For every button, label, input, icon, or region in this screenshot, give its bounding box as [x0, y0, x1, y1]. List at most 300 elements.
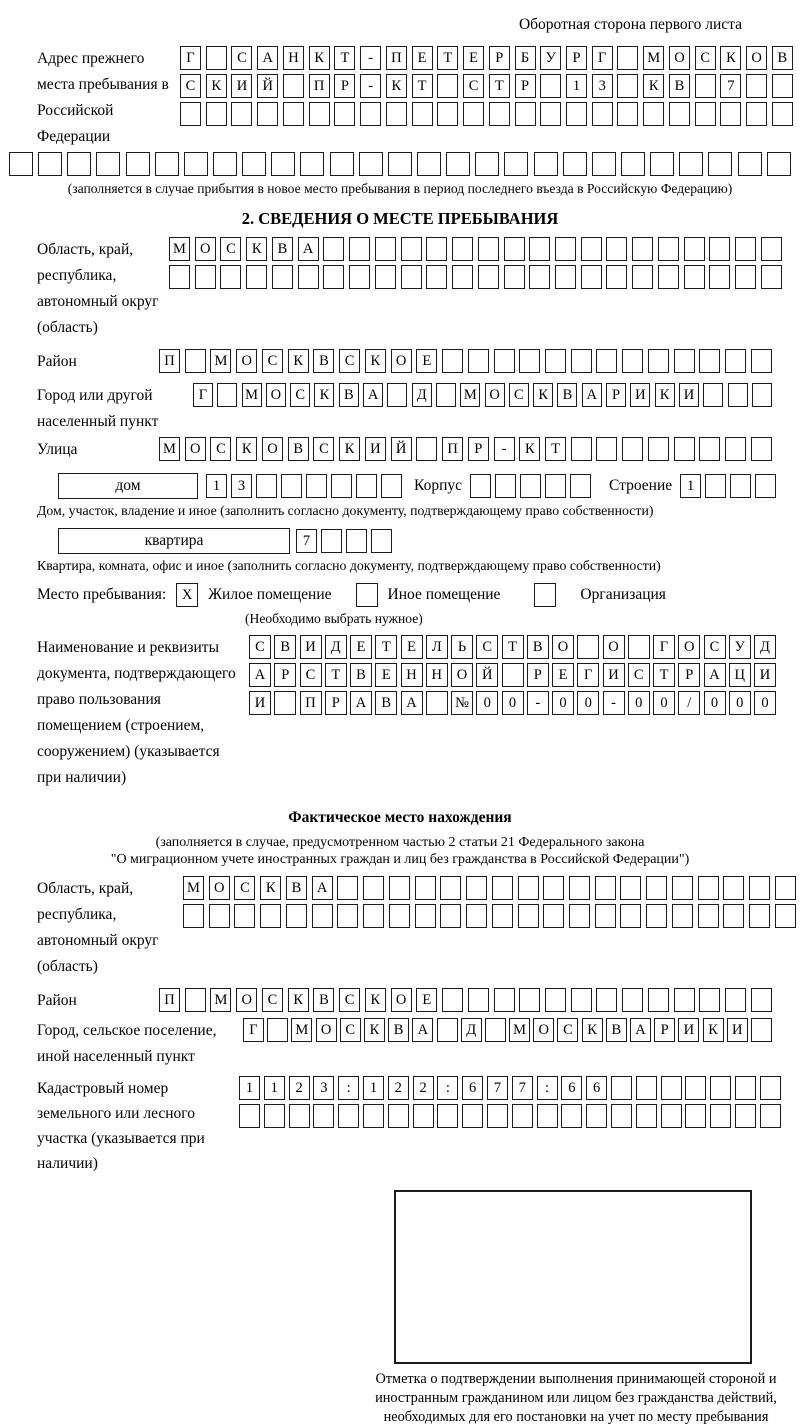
char-cell	[761, 265, 782, 289]
char-cell	[622, 349, 643, 373]
char-cell: 2	[388, 1076, 409, 1100]
prev-address-label: Адрес прежнего места пребывания в Российской Федерации	[37, 50, 169, 145]
district-block	[0, 349, 800, 375]
char-cell: П	[300, 691, 322, 715]
char-cell	[452, 265, 473, 289]
document-label: Наименование и реквизиты документа, подтверждающего право пользования помещением (строением, сооружением) (указывается при наличии)	[37, 639, 236, 786]
char-cell: О	[678, 635, 700, 659]
cadastre-row-1	[239, 1076, 781, 1100]
char-cell	[710, 1076, 731, 1100]
stay-type-checkbox-organization	[534, 583, 556, 607]
char-cell	[217, 383, 237, 407]
char-cell	[67, 152, 91, 176]
char-cell: Л	[426, 635, 448, 659]
char-cell: А	[363, 383, 383, 407]
char-cell: Г	[653, 635, 675, 659]
char-cell	[617, 74, 638, 98]
actual-district-block	[0, 988, 800, 1014]
char-cell	[512, 1104, 533, 1128]
char-cell: Р	[678, 663, 700, 687]
char-cell	[518, 876, 539, 900]
char-cell: К	[533, 383, 553, 407]
char-cell	[636, 1104, 657, 1128]
char-cell	[537, 1104, 558, 1128]
char-cell: В	[350, 663, 372, 687]
char-cell	[685, 1104, 706, 1128]
region-row-1	[169, 237, 782, 261]
char-cell: :	[338, 1076, 359, 1100]
char-cell	[437, 102, 458, 126]
char-cell: Р	[274, 663, 296, 687]
char-cell	[518, 904, 539, 928]
char-cell: К	[288, 349, 309, 373]
korpus-label: Корпус	[414, 477, 462, 494]
char-cell: 1	[566, 74, 587, 98]
confirmation-stamp-box	[394, 1190, 752, 1364]
char-cell	[746, 74, 767, 98]
stay-type-option-organization: Организация	[580, 586, 666, 603]
char-cell	[735, 1076, 756, 1100]
char-cell	[571, 437, 592, 461]
char-cell: А	[312, 876, 333, 900]
char-cell: Р	[566, 46, 587, 70]
char-cell	[323, 237, 344, 261]
char-cell	[646, 904, 667, 928]
char-cell: Й	[391, 437, 412, 461]
char-cell	[545, 988, 566, 1012]
city-row	[193, 383, 772, 407]
char-cell	[606, 265, 627, 289]
char-cell	[725, 437, 746, 461]
char-cell	[661, 1104, 682, 1128]
char-cell	[735, 265, 756, 289]
char-cell	[767, 152, 791, 176]
char-cell: С	[695, 46, 716, 70]
char-cell: О	[485, 383, 505, 407]
char-cell: О	[195, 237, 216, 261]
char-cell	[504, 152, 528, 176]
char-cell	[563, 152, 587, 176]
char-cell: О	[669, 46, 690, 70]
char-cell	[725, 988, 746, 1012]
char-cell: 3	[592, 74, 613, 98]
char-cell	[242, 152, 266, 176]
char-cell: 0	[729, 691, 751, 715]
actual-city-label: Город, сельское поселение, иной населенный пункт	[37, 1022, 217, 1065]
char-cell	[169, 265, 190, 289]
char-cell: О	[236, 349, 257, 373]
char-cell: С	[231, 46, 252, 70]
char-cell: Р	[489, 46, 510, 70]
page-side-note: Оборотная сторона первого листа	[518, 16, 742, 33]
char-cell: И	[754, 663, 776, 687]
char-cell	[738, 152, 762, 176]
char-cell	[620, 876, 641, 900]
char-cell	[709, 237, 730, 261]
char-cell	[468, 988, 489, 1012]
section2-title: 2. СВЕДЕНИЯ О МЕСТЕ ПРЕБЫВАНИЯ	[241, 209, 559, 228]
char-cell	[606, 237, 627, 261]
char-cell: Т	[545, 437, 566, 461]
char-cell	[468, 349, 489, 373]
char-cell: 1	[264, 1076, 285, 1100]
char-cell: В	[313, 988, 334, 1012]
char-cell: М	[643, 46, 664, 70]
char-cell	[312, 904, 333, 928]
char-cell	[492, 904, 513, 928]
char-cell: :	[537, 1076, 558, 1100]
char-cell	[96, 152, 120, 176]
char-cell: Д	[412, 383, 432, 407]
char-cell	[621, 152, 645, 176]
char-cell: В	[557, 383, 577, 407]
char-cell	[611, 1104, 632, 1128]
char-cell	[543, 876, 564, 900]
char-cell	[661, 1076, 682, 1100]
char-cell: Б	[515, 46, 536, 70]
char-cell: С	[339, 349, 360, 373]
char-cell	[540, 102, 561, 126]
char-cell: О	[451, 663, 473, 687]
char-cell: 0	[628, 691, 650, 715]
char-cell: Г	[243, 1018, 264, 1042]
char-cell	[246, 265, 267, 289]
house-line	[0, 473, 800, 499]
char-cell: О	[533, 1018, 554, 1042]
actual-location-note-1: (заполняется в случае, предусмотренном частью 2 статьи 21 Федерального закона	[155, 835, 645, 850]
char-cell: И	[678, 1018, 699, 1042]
char-cell	[463, 102, 484, 126]
house-type-box: дом	[58, 473, 198, 499]
char-cell: Е	[552, 663, 574, 687]
char-cell: О	[236, 988, 257, 1012]
char-cell: К	[288, 988, 309, 1012]
char-cell	[298, 265, 319, 289]
char-cell: Й	[476, 663, 498, 687]
char-cell	[440, 904, 461, 928]
char-cell: А	[350, 691, 372, 715]
char-cell	[257, 102, 278, 126]
char-cell: Р	[654, 1018, 675, 1042]
char-cell	[571, 988, 592, 1012]
char-cell: В	[606, 1018, 627, 1042]
char-cell	[632, 265, 653, 289]
char-cell	[375, 237, 396, 261]
char-cell	[388, 1104, 409, 1128]
char-cell	[274, 691, 296, 715]
char-cell	[669, 102, 690, 126]
char-cell: С	[340, 1018, 361, 1042]
char-cell	[462, 1104, 483, 1128]
char-cell: А	[249, 663, 271, 687]
char-cell: 1	[239, 1076, 260, 1100]
char-cell: М	[169, 237, 190, 261]
char-cell	[271, 152, 295, 176]
char-cell: Ь	[451, 635, 473, 659]
district-label: Район	[37, 353, 77, 370]
char-cell: 1	[363, 1076, 384, 1100]
char-cell	[746, 102, 767, 126]
char-cell	[519, 988, 540, 1012]
char-cell: В	[772, 46, 793, 70]
char-cell	[209, 904, 230, 928]
char-cell	[195, 265, 216, 289]
district-row	[159, 349, 772, 373]
char-cell	[646, 876, 667, 900]
char-cell	[611, 1076, 632, 1100]
char-cell	[9, 152, 33, 176]
char-cell: У	[729, 635, 751, 659]
char-cell	[586, 1104, 607, 1128]
char-cell: -	[603, 691, 625, 715]
char-cell: 0	[552, 691, 574, 715]
char-cell	[239, 1104, 260, 1128]
char-cell: О	[391, 349, 412, 373]
char-cell: К	[260, 876, 281, 900]
char-cell: 2	[289, 1076, 310, 1100]
char-cell	[321, 529, 342, 553]
char-cell: А	[401, 691, 423, 715]
char-cell: Р	[515, 74, 536, 98]
char-cell: П	[386, 46, 407, 70]
char-cell: К	[339, 437, 360, 461]
char-cell: 1	[206, 474, 227, 498]
city-label: Город или другой населенный пункт	[37, 387, 159, 430]
actual-region-label: Область, край, республика, автономный округ (область)	[37, 880, 159, 975]
char-cell	[234, 904, 255, 928]
char-cell	[755, 474, 776, 498]
char-cell	[359, 152, 383, 176]
char-cell: У	[540, 46, 561, 70]
char-cell: С	[262, 988, 283, 1012]
apartment-number-cells	[296, 529, 396, 553]
char-cell: Т	[653, 663, 675, 687]
char-cell	[389, 904, 410, 928]
char-cell	[185, 349, 206, 373]
char-cell	[622, 988, 643, 1012]
actual-district-label: Район	[37, 992, 77, 1009]
char-cell: О	[266, 383, 286, 407]
char-cell	[38, 152, 62, 176]
char-cell: -	[360, 46, 381, 70]
char-cell: О	[391, 988, 412, 1012]
char-cell: В	[288, 437, 309, 461]
char-cell	[504, 265, 525, 289]
char-cell: Е	[416, 349, 437, 373]
char-cell: Г	[180, 46, 201, 70]
char-cell: П	[159, 988, 180, 1012]
char-cell: Р	[527, 663, 549, 687]
char-cell: В	[339, 383, 359, 407]
char-cell: С	[476, 635, 498, 659]
char-cell	[184, 152, 208, 176]
char-cell: М	[159, 437, 180, 461]
char-cell: В	[375, 691, 397, 715]
char-cell: С	[220, 237, 241, 261]
char-cell	[555, 265, 576, 289]
char-cell	[283, 102, 304, 126]
char-cell: :	[437, 1076, 458, 1100]
char-cell	[487, 1104, 508, 1128]
char-cell: С	[463, 74, 484, 98]
char-cell	[388, 152, 412, 176]
char-cell	[775, 876, 796, 900]
char-cell	[723, 876, 744, 900]
char-cell	[751, 1018, 772, 1042]
char-cell	[437, 1104, 458, 1128]
char-cell: С	[704, 635, 726, 659]
stay-type-checkbox-other	[356, 583, 378, 607]
char-cell	[751, 988, 772, 1012]
char-cell: Е	[375, 663, 397, 687]
char-cell: О	[185, 437, 206, 461]
char-cell	[494, 988, 515, 1012]
char-cell	[561, 1104, 582, 1128]
char-cell	[363, 1104, 384, 1128]
char-cell	[534, 152, 558, 176]
char-cell	[698, 904, 719, 928]
char-cell: -	[494, 437, 515, 461]
char-cell	[622, 437, 643, 461]
char-cell	[735, 1104, 756, 1128]
char-cell	[260, 904, 281, 928]
char-cell	[761, 237, 782, 261]
char-cell: С	[249, 635, 271, 659]
char-cell	[413, 1104, 434, 1128]
char-cell: С	[300, 663, 322, 687]
char-cell	[306, 474, 327, 498]
char-cell	[617, 102, 638, 126]
char-cell	[519, 349, 540, 373]
char-cell: И	[300, 635, 322, 659]
char-cell	[720, 102, 741, 126]
char-cell	[426, 691, 448, 715]
char-cell	[735, 237, 756, 261]
char-cell: В	[388, 1018, 409, 1042]
char-cell	[283, 74, 304, 98]
char-cell: О	[262, 437, 283, 461]
char-cell	[446, 152, 470, 176]
char-cell: 0	[502, 691, 524, 715]
char-cell	[466, 904, 487, 928]
region-rows	[169, 237, 782, 293]
char-cell: Г	[577, 663, 599, 687]
actual-district-row	[159, 988, 772, 1012]
char-cell: 6	[561, 1076, 582, 1100]
char-cell	[412, 102, 433, 126]
char-cell	[596, 437, 617, 461]
char-cell	[440, 876, 461, 900]
char-cell: М	[210, 988, 231, 1012]
char-cell: В	[272, 237, 293, 261]
char-cell	[709, 265, 730, 289]
document-rows	[249, 635, 776, 719]
char-cell	[699, 349, 720, 373]
char-cell: 7	[487, 1076, 508, 1100]
actual-region-rows	[183, 876, 796, 932]
char-cell	[426, 237, 447, 261]
char-cell: И	[365, 437, 386, 461]
char-cell	[349, 237, 370, 261]
char-cell: Т	[412, 74, 433, 98]
char-cell: Е	[401, 635, 423, 659]
actual-region-block	[0, 876, 800, 980]
char-cell	[331, 474, 352, 498]
char-cell	[267, 1018, 288, 1042]
char-cell	[684, 237, 705, 261]
house-number-cells	[206, 474, 406, 498]
char-cell: 0	[704, 691, 726, 715]
char-cell	[289, 1104, 310, 1128]
char-cell	[363, 904, 384, 928]
char-cell	[515, 102, 536, 126]
char-cell	[698, 876, 719, 900]
char-cell	[685, 1076, 706, 1100]
char-cell: К	[365, 349, 386, 373]
char-cell	[674, 349, 695, 373]
actual-location-note-2: "О миграционном учете иностранных граждан и лиц без гражданства в Российской Федерации")	[110, 852, 690, 867]
char-cell: О	[552, 635, 574, 659]
char-cell	[213, 152, 237, 176]
char-cell	[752, 383, 772, 407]
char-cell: И	[630, 383, 650, 407]
char-cell: П	[159, 349, 180, 373]
char-cell: 3	[313, 1076, 334, 1100]
char-cell: К	[309, 46, 330, 70]
char-cell: Е	[412, 46, 433, 70]
char-cell	[401, 237, 422, 261]
actual-city-block	[0, 1018, 800, 1070]
char-cell: К	[643, 74, 664, 98]
char-cell	[648, 437, 669, 461]
char-cell: 7	[296, 529, 317, 553]
char-cell: 3	[231, 474, 252, 498]
char-cell	[442, 988, 463, 1012]
char-cell	[389, 876, 410, 900]
document-row-1	[249, 635, 776, 659]
char-cell: А	[704, 663, 726, 687]
char-cell	[475, 152, 499, 176]
region-block	[0, 237, 800, 341]
char-cell: Р	[606, 383, 626, 407]
char-cell: М	[460, 383, 480, 407]
char-cell: /	[678, 691, 700, 715]
char-cell: Д	[754, 635, 776, 659]
char-cell	[437, 1018, 458, 1042]
char-cell: К	[236, 437, 257, 461]
char-cell	[703, 383, 723, 407]
stay-type-option-other: Иное помещение	[387, 586, 501, 603]
char-cell	[466, 876, 487, 900]
actual-city-row	[243, 1018, 772, 1042]
char-cell	[658, 265, 679, 289]
actual-location-title: Фактическое место нахождения	[288, 809, 512, 826]
char-cell	[648, 988, 669, 1012]
char-cell: П	[442, 437, 463, 461]
char-cell	[620, 904, 641, 928]
char-cell: Г	[193, 383, 213, 407]
char-cell	[695, 102, 716, 126]
cadastre-label: Кадастровый номер земельного или лесного участка (указывается при наличии)	[37, 1080, 205, 1172]
street-row	[159, 437, 772, 461]
char-cell	[415, 876, 436, 900]
char-cell	[595, 876, 616, 900]
street-label: Улица	[37, 441, 78, 458]
char-cell: В	[286, 876, 307, 900]
char-cell	[337, 876, 358, 900]
char-cell: С	[180, 74, 201, 98]
char-cell	[672, 876, 693, 900]
